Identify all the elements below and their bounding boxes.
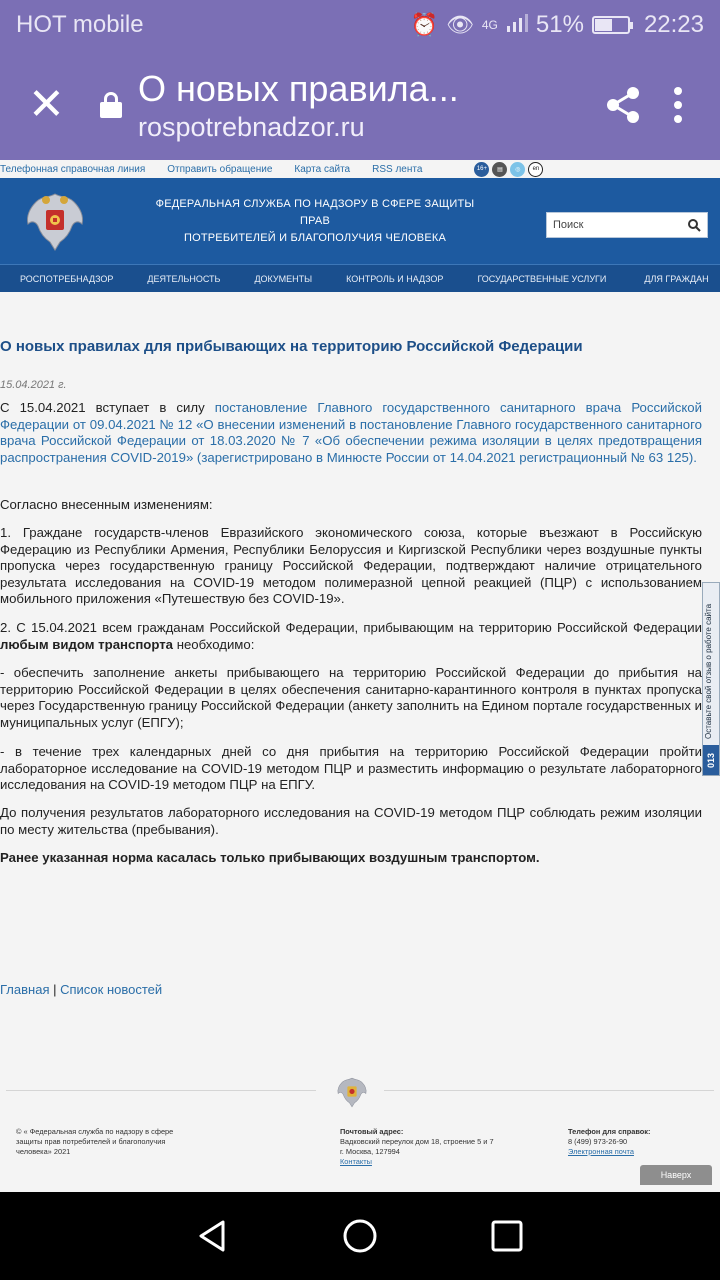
overflow-menu-icon[interactable] <box>658 87 698 123</box>
feedback-tab[interactable] <box>702 582 720 776</box>
footer-copyright: © « Федеральная служба по надзору в сфере защиты прав потребителей и благополучия человека» 2021 <box>16 1127 174 1156</box>
search-placeholder: Поиск <box>553 219 584 231</box>
top-link-sitemap[interactable]: Карта сайта <box>294 163 351 175</box>
agency-name-line1: ФЕДЕРАЛЬНАЯ СЛУЖБА ПО НАДЗОРУ В СФЕРЕ ЗАЩИТЫ ПРАВ <box>155 197 475 227</box>
lock-icon[interactable] <box>98 92 124 118</box>
email-link[interactable]: Электронная почта <box>568 1147 634 1156</box>
signal-icon <box>506 12 528 38</box>
nav-item-control[interactable]: КОНТРОЛЬ И НАДЗОР <box>346 273 444 284</box>
contacts-link[interactable]: Контакты <box>340 1157 372 1166</box>
phone-number: 8 (499) 973-26-90 <box>568 1137 628 1146</box>
top-link-hotline[interactable]: Телефонная справочная линия <box>0 163 146 175</box>
search-input[interactable] <box>546 212 708 238</box>
footer-phone <box>568 1127 708 1157</box>
tab-titles[interactable] <box>138 68 588 143</box>
feedback-counter: 013 <box>703 745 719 775</box>
url-bar <box>0 50 720 160</box>
eye-icon: 👁 <box>445 12 474 37</box>
alarm-icon: ⏰ <box>410 12 438 37</box>
bullet-2: - в течение трех календарных дней со дня прибытия на территорию Российской Федерации пройти лабораторное исследование на COVID-19 методом ПЦР и разместить информацию о результате лабораторного исследования на COVID-19 методом ПЦР на ЕПГУ. <box>0 744 702 792</box>
bottom-links <box>0 982 162 997</box>
phone-title: Телефон для справок: <box>568 1127 651 1136</box>
footer-address <box>340 1127 540 1167</box>
footer-divider-left <box>6 1090 316 1091</box>
feedback-label: Оставьте свой отзыв о работе сайта <box>704 603 713 739</box>
top-link-rss[interactable]: RSS лента <box>372 163 423 175</box>
site-header <box>0 178 720 264</box>
footer-divider-right <box>384 1090 714 1091</box>
nav-item-rospotrebnadzor[interactable]: РОСПОТРЕБНАДЗОР <box>20 273 114 284</box>
decree-link[interactable]: постановление Главного государственного санитарного врача Российской Федерации от 09.04.2021 № 12 «О внесении изменений в постановление Главного государственного санитарного врача Российской Федерации от 18.03.2020 № 7 «Об обеспечении режима изоляции в целях предотвращения распространения COVID-2019» (зарегистрировано в Минюсте России от 14.04.2021 регистрационный № 63 125). <box>0 400 702 465</box>
bullet-1: - обеспечить заполнение анкеты прибывающего на территорию Российской Федерации до прибытия на территорию Российской Федерации в целях обеспечения санитарно-карантинного контроля в пунктах пропуска через Государственную границу Российской Федерации (анкету заполнить на Едином портале государственных и муниципальных услуг (ЕПГУ); <box>0 665 702 730</box>
status-bar <box>0 0 720 50</box>
page-domain: rospotrebnadzor.ru <box>138 111 365 142</box>
nav-item-activity[interactable]: ДЕЯТЕЛЬНОСТЬ <box>147 273 221 284</box>
clock: 22:23 <box>643 11 704 38</box>
accessibility-icon[interactable]: ▤ <box>492 162 507 177</box>
recents-icon[interactable] <box>489 1218 525 1254</box>
home-icon[interactable] <box>342 1218 378 1254</box>
status-icons <box>411 11 704 39</box>
article-title: О новых правилах для прибывающих на территорию Российской Федерации <box>0 338 583 355</box>
network-type: 4G <box>481 18 498 32</box>
page-title: О новых правила... <box>138 67 459 109</box>
battery-percent: 51% <box>535 11 584 38</box>
top-link-appeal[interactable]: Отправить обращение <box>167 163 273 175</box>
note-text: Ранее указанная норма касалась только прибывающих воздушным транспортом. <box>0 850 540 865</box>
address-line1: Вадковский переулок дом 18, строение 5 и 7 <box>340 1137 494 1146</box>
point-1: 1. Граждане государств-членов Евразийского экономического союза, которые въезжают в Российскую Федерацию из Республики Армения, Республики Белоруссия и Киргизской Республики через воздушные пункты пропуска через государственную границу Российской Федерации, подтверждают наличие отрицательного результата исследования на COVID-19 методом полимеразной цепной реакцией (ПЦР) с использованием мобильного приложения «Путешествую без COVID-19». <box>0 525 702 606</box>
age-rating-badge: 16+ <box>474 162 489 177</box>
nav-item-documents[interactable]: ДОКУМЕНТЫ <box>254 273 313 284</box>
search-icon[interactable] <box>688 219 701 232</box>
carrier-name: HOT mobile <box>16 11 144 38</box>
link-separator: | <box>49 982 61 997</box>
main-nav <box>0 264 720 292</box>
point-2-bold: любым видом транспорта <box>0 636 174 652</box>
coat-of-arms-logo[interactable] <box>20 188 90 259</box>
language-en-button[interactable]: en <box>528 162 543 177</box>
intro-prefix: С 15.04.2021 вступает в силу <box>0 400 215 415</box>
isolation-text: До получения результатов лабораторного исследования на COVID-19 методом ПЦР соблюдать режим изоляции по месту жительства (пребывания). <box>0 805 702 837</box>
browser-chrome <box>0 0 720 160</box>
footer-emblem-logo <box>334 1075 370 1114</box>
changes-intro: Согласно внесенным изменениям: <box>0 497 213 512</box>
home-link[interactable]: Главная <box>0 982 50 997</box>
point-2 <box>0 620 702 653</box>
battery-icon <box>592 16 630 34</box>
address-line2: г. Москва, 127994 <box>340 1147 400 1156</box>
web-page <box>0 160 720 1192</box>
system-nav-bar <box>0 1192 720 1280</box>
address-title: Почтовый адрес: <box>340 1127 404 1136</box>
news-list-link[interactable]: Список новостей <box>60 982 163 997</box>
article-intro <box>0 400 702 466</box>
close-icon[interactable]: ✕ <box>28 80 65 129</box>
point-2-prefix: 2. С 15.04.2021 всем гражданам Российской Федерации, прибывающим на территорию Российской Федерации <box>0 620 702 635</box>
header-badges <box>474 162 543 177</box>
nav-item-services[interactable]: ГОСУДАРСТВЕННЫЕ УСЛУГИ <box>477 273 607 284</box>
nav-item-citizens[interactable]: ДЛЯ ГРАЖДАН <box>644 273 709 284</box>
scroll-to-top-button[interactable]: Наверх <box>640 1165 712 1185</box>
top-links <box>0 160 720 178</box>
article-date: 15.04.2021 г. <box>0 379 67 391</box>
agency-name-line2: ПОТРЕБИТЕЛЕЙ И БЛАГОПОЛУЧИЯ ЧЕЛОВЕКА <box>183 231 447 244</box>
point-2-suffix: необходимо: <box>173 636 255 652</box>
agency-name <box>150 196 480 247</box>
mobile-icon[interactable]: ◎ <box>510 162 525 177</box>
share-icon[interactable] <box>588 85 658 125</box>
back-icon[interactable] <box>195 1218 231 1254</box>
